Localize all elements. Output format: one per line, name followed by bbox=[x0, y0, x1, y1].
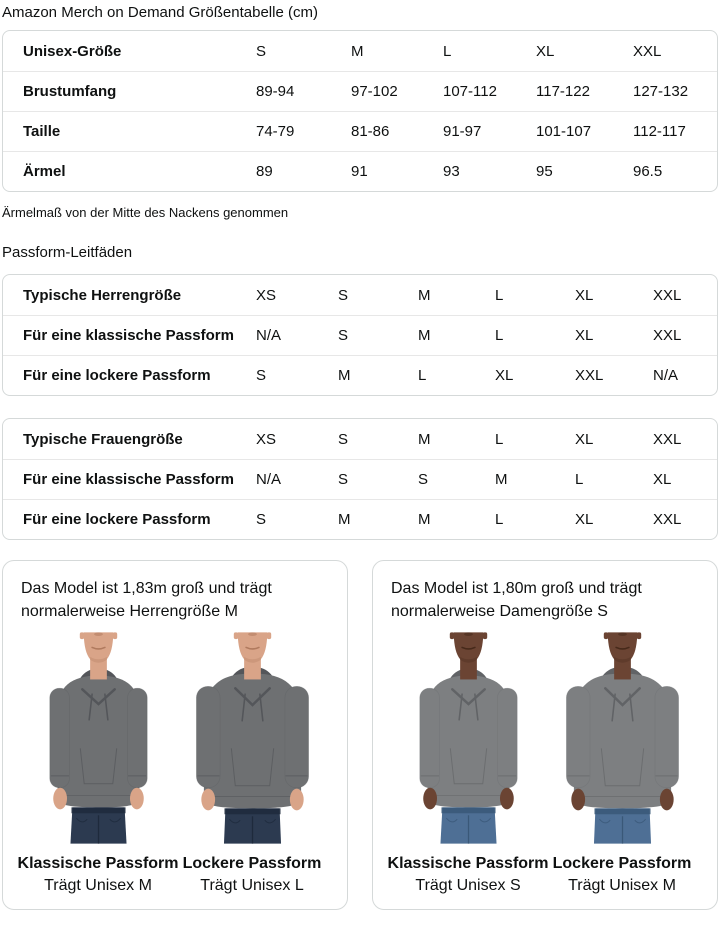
size-value: 93 bbox=[443, 163, 460, 180]
size-value: 91 bbox=[351, 163, 368, 180]
size-value: S bbox=[338, 327, 349, 344]
size-value: XL bbox=[575, 430, 594, 448]
size-value: 89 bbox=[256, 163, 273, 180]
size-value: N/A bbox=[256, 327, 282, 344]
table-row bbox=[3, 499, 717, 539]
row-label: Brustumfang bbox=[23, 83, 117, 100]
male-loose-fit-photo bbox=[191, 632, 314, 844]
model-cards bbox=[2, 560, 718, 910]
size-value: 97-102 bbox=[351, 83, 398, 100]
figure-male-classic bbox=[17, 632, 179, 895]
size-value: XL bbox=[575, 327, 594, 344]
mens-fit-table bbox=[2, 274, 718, 396]
table-row bbox=[3, 111, 717, 151]
table-row bbox=[3, 459, 717, 499]
size-value: L bbox=[495, 511, 504, 528]
model-description: Das Model ist 1,80m groß und trägt normalerweise Damengröße S bbox=[391, 580, 642, 620]
size-value: M bbox=[338, 367, 351, 384]
row-label: Für eine klassische Passform bbox=[23, 327, 234, 344]
size-value: M bbox=[338, 511, 351, 528]
female-model-card bbox=[372, 560, 718, 910]
size-value: N/A bbox=[256, 471, 282, 488]
model-figures bbox=[387, 632, 699, 895]
womens-fit-table bbox=[2, 418, 718, 540]
worn-size-caption: Trägt Unisex S bbox=[415, 877, 521, 894]
size-value: XXL bbox=[653, 511, 682, 528]
size-value: 96.5 bbox=[633, 163, 663, 180]
row-label: Ärmel bbox=[23, 163, 66, 180]
column-header-measure: Unisex-Größe bbox=[23, 42, 122, 60]
male-model-card bbox=[2, 560, 348, 910]
unisex-size-table bbox=[2, 30, 718, 192]
model-description: Das Model ist 1,83m groß und trägt normalerweise Herrengröße M bbox=[21, 580, 272, 620]
size-value: XS bbox=[256, 430, 277, 448]
row-label: Typische Frauengröße bbox=[23, 430, 183, 448]
size-value: XXL bbox=[653, 286, 682, 304]
column-header-size: XXL bbox=[633, 42, 662, 60]
size-value: XL bbox=[495, 367, 514, 384]
row-label: Für eine klassische Passform bbox=[23, 471, 234, 488]
table-row bbox=[3, 275, 717, 315]
column-header-size: S bbox=[256, 42, 267, 60]
size-value: XL bbox=[575, 511, 594, 528]
size-value: 101-107 bbox=[536, 123, 592, 140]
size-value: XL bbox=[653, 471, 672, 488]
female-classic-fit-photo bbox=[407, 632, 530, 844]
size-value: XS bbox=[256, 286, 277, 304]
table-row bbox=[3, 419, 717, 459]
size-value: L bbox=[495, 430, 504, 448]
female-loose-fit-photo bbox=[561, 632, 684, 844]
worn-size-caption: Trägt Unisex M bbox=[44, 877, 152, 894]
size-value: M bbox=[418, 286, 431, 304]
table-row bbox=[3, 315, 717, 355]
column-header-size: XL bbox=[536, 42, 555, 60]
figure-female-classic bbox=[387, 632, 549, 895]
row-label: Taille bbox=[23, 123, 61, 140]
size-value: L bbox=[495, 286, 504, 304]
size-value: 81-86 bbox=[351, 123, 390, 140]
size-value: 95 bbox=[536, 163, 553, 180]
model-figures bbox=[17, 632, 329, 895]
row-label: Für eine lockere Passform bbox=[23, 367, 211, 384]
table-row bbox=[3, 71, 717, 111]
size-value: S bbox=[338, 286, 349, 304]
size-value: S bbox=[338, 471, 349, 488]
column-header-size: M bbox=[351, 42, 364, 60]
size-value: XXL bbox=[653, 327, 682, 344]
size-value: S bbox=[418, 471, 429, 488]
size-value: 74-79 bbox=[256, 123, 295, 140]
table-header-row bbox=[3, 31, 717, 71]
size-value: XXL bbox=[575, 367, 604, 384]
size-value: S bbox=[256, 367, 267, 384]
size-value: L bbox=[418, 367, 427, 384]
fit-caption: Klassische Passform bbox=[387, 855, 549, 872]
figure-female-loose bbox=[545, 632, 699, 895]
size-value: 112-117 bbox=[633, 123, 686, 140]
size-value: 117-122 bbox=[536, 83, 590, 100]
table-row bbox=[3, 355, 717, 395]
sleeve-measure-footnote: Ärmelmaß von der Mitte des Nackens genommen bbox=[2, 205, 289, 220]
column-header-size: L bbox=[443, 42, 452, 60]
size-value: 107-112 bbox=[443, 83, 497, 100]
size-value: 127-132 bbox=[633, 83, 689, 100]
size-value: XXL bbox=[653, 430, 682, 448]
size-value: 91-97 bbox=[443, 123, 482, 140]
worn-size-caption: Trägt Unisex M bbox=[568, 877, 676, 894]
size-value: XL bbox=[575, 286, 594, 304]
male-classic-fit-photo bbox=[37, 632, 160, 844]
table-row bbox=[3, 151, 717, 191]
size-value: M bbox=[418, 511, 431, 528]
fit-caption: Klassische Passform bbox=[17, 855, 179, 872]
worn-size-caption: Trägt Unisex L bbox=[200, 877, 304, 894]
size-value: S bbox=[256, 511, 267, 528]
size-value: M bbox=[418, 327, 431, 344]
size-value: M bbox=[418, 430, 431, 448]
fit-guides-heading: Passform-Leitfäden bbox=[2, 244, 133, 261]
size-value: N/A bbox=[653, 367, 679, 384]
fit-caption: Lockere Passform bbox=[552, 855, 692, 872]
fit-caption: Lockere Passform bbox=[182, 855, 322, 872]
size-value: S bbox=[338, 430, 349, 448]
page-title: Amazon Merch on Demand Größentabelle (cm) bbox=[2, 4, 318, 21]
row-label: Typische Herrengröße bbox=[23, 286, 182, 304]
figure-male-loose bbox=[175, 632, 329, 895]
size-value: M bbox=[495, 471, 508, 488]
size-value: 89-94 bbox=[256, 83, 295, 100]
row-label: Für eine lockere Passform bbox=[23, 511, 211, 528]
size-value: L bbox=[495, 327, 504, 344]
size-value: L bbox=[575, 471, 584, 488]
